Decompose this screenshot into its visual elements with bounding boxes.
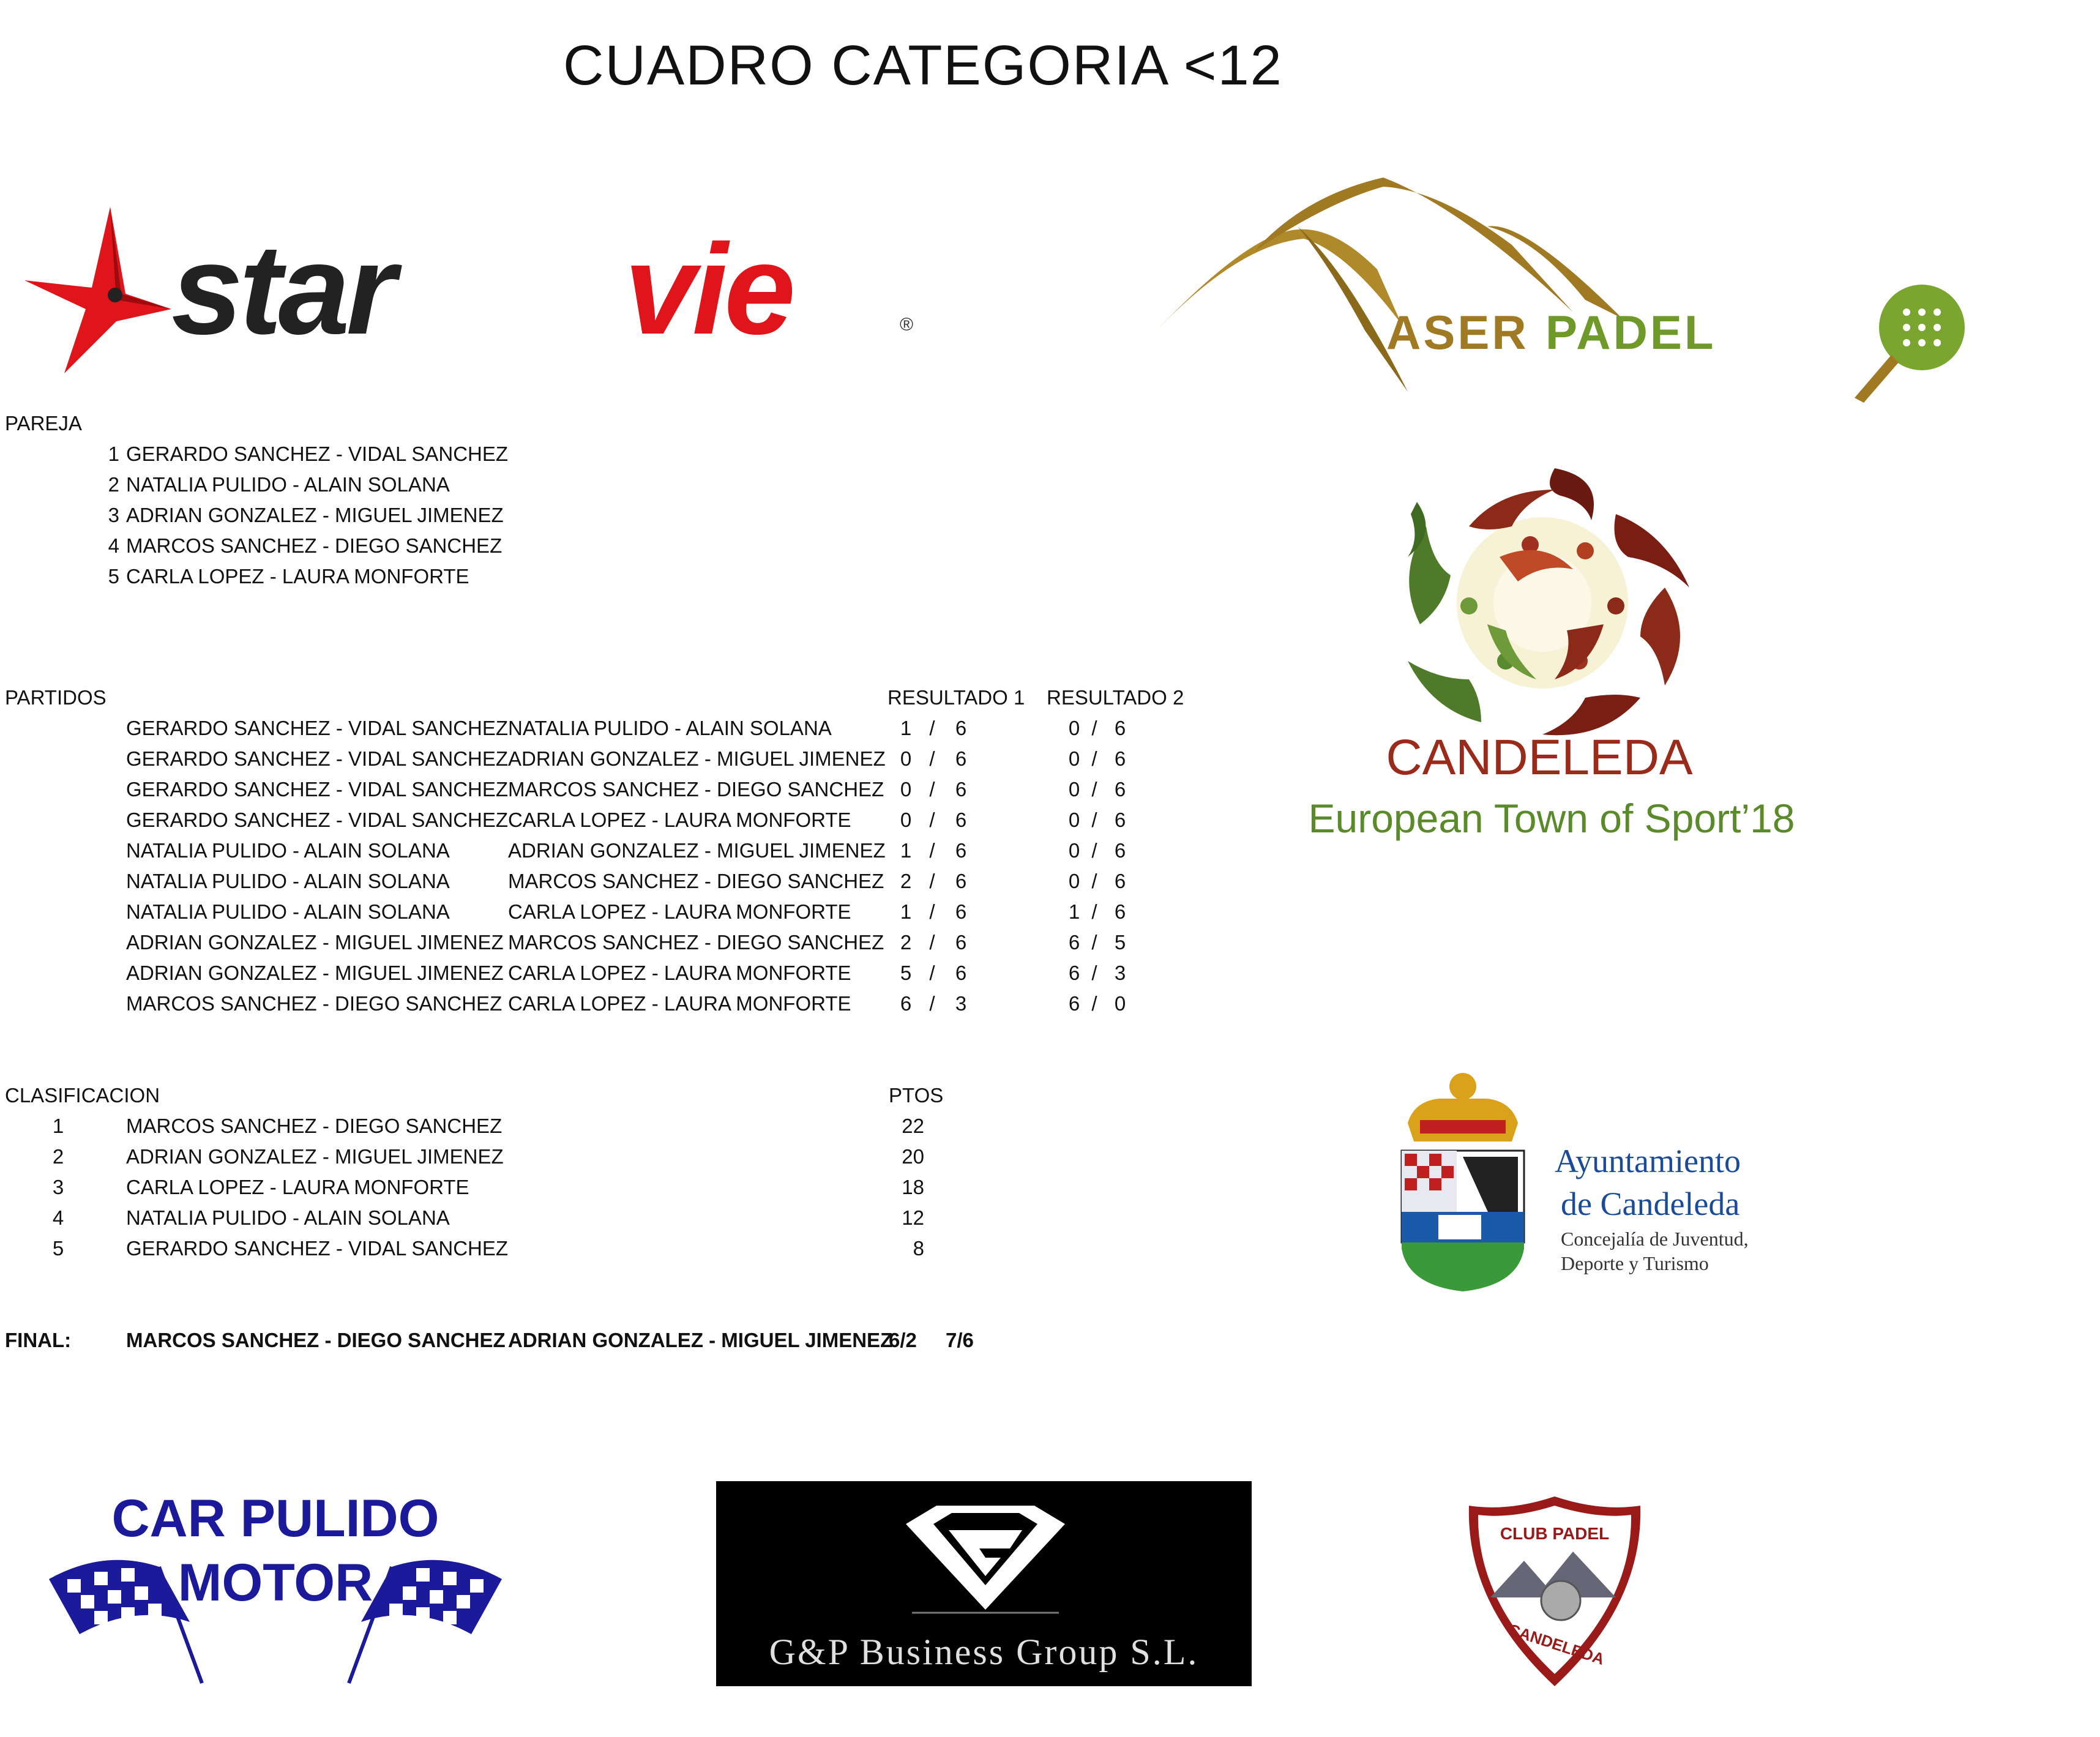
match-team-b: MARCOS SANCHEZ - DIEGO SANCHEZ (508, 778, 884, 801)
result2-slash: / (1091, 778, 1097, 801)
result2-right: 6 (1114, 870, 1126, 892)
g-diamond-icon (900, 1500, 1071, 1616)
rank-points: 20 (902, 1145, 924, 1168)
result1-right: 6 (955, 900, 967, 923)
result1-slash: / (929, 962, 935, 984)
gp-logo (716, 1481, 1252, 1686)
result1-left: 6 (900, 992, 912, 1015)
result2-left: 0 (1068, 747, 1080, 770)
result1-left: 0 (900, 778, 912, 801)
rank-team: GERARDO SANCHEZ - VIDAL SANCHEZ (126, 1237, 509, 1260)
result2-right: 6 (1114, 747, 1126, 770)
result2-slash: / (1091, 900, 1097, 923)
candeleda-subtitle: European Town of Sport’18 (1308, 796, 1795, 841)
rank-points: 18 (902, 1176, 924, 1198)
pareja-heading: PAREJA (5, 412, 82, 435)
result2-left: 6 (1068, 931, 1080, 954)
result1-left: 0 (900, 747, 912, 770)
ayuntamiento-line1: Ayuntamiento (1555, 1143, 1741, 1179)
pareja-number: 3 (108, 504, 119, 526)
final-team-b: ADRIAN GONZALEZ - MIGUEL JIMENEZ (508, 1329, 893, 1351)
result1-right: 6 (955, 717, 967, 739)
match-team-a: GERARDO SANCHEZ - VIDAL SANCHEZ (126, 717, 509, 739)
result2-slash: / (1091, 992, 1097, 1015)
star-icon (24, 207, 171, 373)
rank-position: 5 (52, 1237, 64, 1260)
result1-slash: / (929, 717, 935, 739)
result2-left: 6 (1068, 962, 1080, 984)
rank-team: MARCOS SANCHEZ - DIEGO SANCHEZ (126, 1115, 503, 1137)
result2-slash: / (1091, 717, 1097, 739)
match-team-a: ADRIAN GONZALEZ - MIGUEL JIMENEZ (126, 931, 504, 954)
final-team-a: MARCOS SANCHEZ - DIEGO SANCHEZ (126, 1329, 506, 1351)
result1-right: 3 (955, 992, 967, 1015)
carpulido-line1: CAR PULIDO (111, 1489, 439, 1548)
result2-left: 0 (1068, 778, 1080, 801)
result2-left: 0 (1068, 809, 1080, 831)
result2-right: 0 (1114, 992, 1126, 1015)
gp-text: G&P Business Group S.L. (769, 1632, 1199, 1672)
match-team-b: CARLA LOPEZ - LAURA MONFORTE (508, 900, 851, 923)
match-team-b: CARLA LOPEZ - LAURA MONFORTE (508, 809, 851, 831)
result1-left: 1 (900, 839, 912, 862)
partidos-heading: PARTIDOS (5, 686, 106, 709)
result2-right: 6 (1114, 717, 1126, 739)
page-title: CUADRO CATEGORIA <12 (563, 34, 1283, 97)
match-team-a: ADRIAN GONZALEZ - MIGUEL JIMENEZ (126, 962, 504, 984)
ayuntamiento-line4: Deporte y Turismo (1561, 1252, 1709, 1274)
pareja-name: ADRIAN GONZALEZ - MIGUEL JIMENEZ (126, 504, 504, 526)
match-team-b: MARCOS SANCHEZ - DIEGO SANCHEZ (508, 931, 884, 954)
match-team-a: GERARDO SANCHEZ - VIDAL SANCHEZ (126, 778, 509, 801)
candeleda-logo (1298, 465, 1836, 857)
final-score-1: 6/2 (889, 1329, 917, 1351)
pareja-name: NATALIA PULIDO - ALAIN SOLANA (126, 473, 450, 496)
result2-slash: / (1091, 839, 1097, 862)
ayuntamiento-logo (1402, 1065, 1806, 1298)
result2-slash: / (1091, 931, 1097, 954)
pareja-number: 4 (108, 534, 119, 557)
result1-right: 6 (955, 778, 967, 801)
rank-position: 4 (52, 1206, 64, 1229)
match-team-b: CARLA LOPEZ - LAURA MONFORTE (508, 962, 851, 984)
result1-slash: / (929, 747, 935, 770)
result1-slash: / (929, 778, 935, 801)
result2-right: 6 (1114, 839, 1126, 862)
result2-left: 1 (1068, 900, 1080, 923)
rank-team: ADRIAN GONZALEZ - MIGUEL JIMENEZ (126, 1145, 504, 1168)
registered-mark: ® (900, 315, 914, 335)
starvie-vie-text: vie (624, 217, 792, 361)
result1-left: 1 (900, 900, 912, 923)
carpulido-logo (43, 1481, 508, 1689)
result1-slash: / (929, 809, 935, 831)
result2-right: 5 (1114, 931, 1126, 954)
pareja-name: GERARDO SANCHEZ - VIDAL SANCHEZ (126, 443, 509, 465)
result1-slash: / (929, 870, 935, 892)
aserpadel-aser-text: ASER (1386, 305, 1529, 359)
rank-points: 12 (902, 1206, 924, 1229)
pareja-name: MARCOS SANCHEZ - DIEGO SANCHEZ (126, 534, 503, 557)
match-team-b: CARLA LOPEZ - LAURA MONFORTE (508, 992, 851, 1015)
result2-left: 0 (1068, 839, 1080, 862)
aserpadel-logo (1145, 171, 1971, 404)
swirl-icon (1550, 468, 1594, 520)
pareja-number: 5 (108, 565, 119, 588)
result1-right: 6 (955, 870, 967, 892)
rank-position: 3 (52, 1176, 64, 1198)
match-team-b: ADRIAN GONZALEZ - MIGUEL JIMENEZ (508, 747, 886, 770)
candeleda-name: CANDELEDA (1386, 730, 1693, 785)
final-score-2: 7/6 (946, 1329, 974, 1351)
carpulido-line2: MOTOR (177, 1553, 373, 1612)
match-team-b: NATALIA PULIDO - ALAIN SOLANA (508, 717, 832, 739)
match-team-a: NATALIA PULIDO - ALAIN SOLANA (126, 870, 450, 892)
result2-right: 6 (1114, 809, 1126, 831)
ptos-header: PTOS (889, 1084, 944, 1107)
ayuntamiento-line3: Concejalía de Juventud, (1561, 1228, 1749, 1250)
result2-right: 3 (1114, 962, 1126, 984)
result1-slash: / (929, 900, 935, 923)
match-team-a: NATALIA PULIDO - ALAIN SOLANA (126, 839, 450, 862)
pareja-name: CARLA LOPEZ - LAURA MONFORTE (126, 565, 469, 588)
result2-slash: / (1091, 809, 1097, 831)
aserpadel-padel-text: PADEL (1545, 305, 1716, 359)
result1-slash: / (929, 839, 935, 862)
result1-left: 2 (900, 931, 912, 954)
pareja-number: 2 (108, 473, 119, 496)
clubpadel-bottom: CANDELEDA (1506, 1619, 1607, 1668)
pareja-number: 1 (108, 443, 119, 465)
rank-team: CARLA LOPEZ - LAURA MONFORTE (126, 1176, 469, 1198)
result1-slash: / (929, 992, 935, 1015)
match-team-b: MARCOS SANCHEZ - DIEGO SANCHEZ (508, 870, 884, 892)
result2-slash: / (1091, 870, 1097, 892)
rank-position: 1 (52, 1115, 64, 1137)
result2-slash: / (1091, 962, 1097, 984)
match-team-a: NATALIA PULIDO - ALAIN SOLANA (126, 900, 450, 923)
result1-slash: / (929, 931, 935, 954)
result2-left: 0 (1068, 717, 1080, 739)
result1-left: 1 (900, 717, 912, 739)
starvie-logo (18, 202, 936, 386)
starvie-star-text: star (171, 217, 393, 361)
result2-right: 6 (1114, 778, 1126, 801)
rank-team: NATALIA PULIDO - ALAIN SOLANA (126, 1206, 450, 1229)
result1-right: 6 (955, 962, 967, 984)
resultado2-header: RESULTADO 2 (1047, 686, 1184, 709)
result1-right: 6 (955, 931, 967, 954)
result1-right: 6 (955, 809, 967, 831)
result1-left: 0 (900, 809, 912, 831)
ayuntamiento-line2: de Candeleda (1561, 1186, 1740, 1222)
result1-left: 2 (900, 870, 912, 892)
result1-right: 6 (955, 839, 967, 862)
rank-position: 2 (52, 1145, 64, 1168)
result2-left: 6 (1068, 992, 1080, 1015)
match-team-a: GERARDO SANCHEZ - VIDAL SANCHEZ (126, 809, 509, 831)
match-team-a: MARCOS SANCHEZ - DIEGO SANCHEZ (126, 992, 503, 1015)
result2-right: 6 (1114, 900, 1126, 923)
coat-of-arms-icon (1402, 1073, 1524, 1291)
clubpadel-logo (1466, 1493, 1643, 1689)
result2-left: 0 (1068, 870, 1080, 892)
clasificacion-heading: CLASIFICACION (5, 1084, 160, 1107)
result2-slash: / (1091, 747, 1097, 770)
match-team-a: GERARDO SANCHEZ - VIDAL SANCHEZ (126, 747, 509, 770)
padel-racket-icon (1855, 285, 1965, 403)
rank-points: 8 (913, 1237, 924, 1260)
resultado1-header: RESULTADO 1 (887, 686, 1025, 709)
rank-points: 22 (902, 1115, 924, 1137)
match-team-b: ADRIAN GONZALEZ - MIGUEL JIMENEZ (508, 839, 886, 862)
clubpadel-top: CLUB PADEL (1500, 1524, 1610, 1543)
result1-left: 5 (900, 962, 912, 984)
result1-right: 6 (955, 747, 967, 770)
final-label: FINAL: (5, 1329, 72, 1351)
